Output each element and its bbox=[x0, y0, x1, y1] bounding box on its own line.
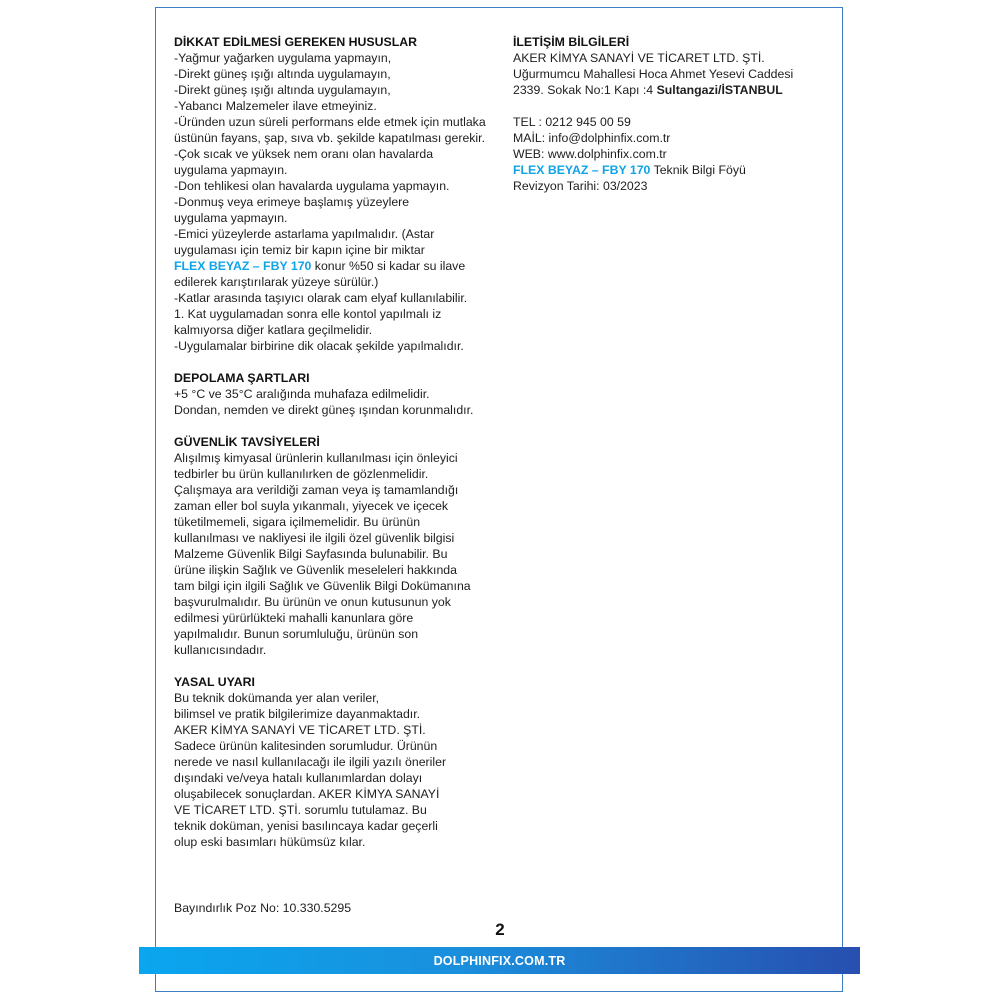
text-line: teknik doküman, yenisi basılıncaya kadar geçerli bbox=[174, 819, 438, 833]
depolama-list bbox=[174, 386, 494, 418]
text-line: 1. Kat uygulamadan sonra elle kontol yapılmalı iz bbox=[174, 307, 442, 321]
text-line: edilerek karıştırılarak yüzeye sürülür.) bbox=[174, 275, 379, 289]
text-line: -Katlar arasında taşıyıcı olarak cam elyaf kullanılabilir. bbox=[174, 291, 468, 305]
heading-depolama: DEPOLAMA ŞARTLARI bbox=[174, 371, 310, 385]
section-yasal bbox=[174, 674, 494, 850]
text-line: uygulama yapmayın. bbox=[174, 163, 288, 177]
text-line: kullanıcısındadır. bbox=[174, 643, 267, 657]
text-line: uygulaması için temiz bir kapın içine bir miktar bbox=[174, 243, 425, 257]
revision-date: Revizyon Tarihi: 03/2023 bbox=[513, 179, 648, 193]
text-line: -Yağmur yağarken uygulama yapmayın, bbox=[174, 51, 392, 65]
text-line: -Don tehlikesi olan havalarda uygulama yapmayın. bbox=[174, 179, 450, 193]
text-line: uygulama yapmayın. bbox=[174, 211, 288, 225]
text-line: dışındaki ve/veya hatalı kullanımlardan dolayı bbox=[174, 771, 423, 785]
right-column bbox=[513, 34, 823, 194]
text-line: -Çok sıcak ve yüksek nem oranı olan havalarda bbox=[174, 147, 434, 161]
dikkat-list-after bbox=[174, 274, 494, 354]
text-line: nerede ve nasıl kullanılacağı ile ilgili yazılı öneriler bbox=[174, 755, 447, 769]
heading-iletisim: İLETİŞİM BİLGİLERİ bbox=[513, 35, 630, 49]
text-line: -Direkt güneş ışığı altında uygulamayın, bbox=[174, 67, 391, 81]
text-line: tüketilmemeli, sigara içilmemelidir. Bu ürünün bbox=[174, 515, 421, 529]
spacer bbox=[513, 98, 823, 114]
contact-web: WEB: www.dolphinfix.com.tr bbox=[513, 147, 667, 161]
text-line: ürüne ilişkin Sağlık ve Güvenlik meseleleri hakkında bbox=[174, 563, 457, 577]
dikkat-product-line: FLEX BEYAZ – FBY 170 konur %50 si kadar su ilave bbox=[174, 259, 466, 273]
text-line: edilmesi yürürlükteki mahalli kanunlara göre bbox=[174, 611, 414, 625]
text-line: +5 °C ve 35°C aralığında muhafaza edilmelidir. bbox=[174, 387, 430, 401]
text-line: AKER KİMYA SANAYİ VE TİCARET LTD. ŞTİ. bbox=[174, 723, 426, 737]
address-line-2: 2339. Sokak No:1 Kapı :4 Sultangazi/İSTANBUL bbox=[513, 83, 783, 97]
guvenlik-list bbox=[174, 450, 494, 658]
page-number: 2 bbox=[495, 920, 505, 939]
text-line: oluşabilecek sonuçlardan. AKER KİMYA SANAYİ bbox=[174, 787, 440, 801]
text-line: başvurulmalıdır. Bu ürünün ve onun kutusunun yok bbox=[174, 595, 451, 609]
section-guvenlik bbox=[174, 434, 494, 658]
text-line: tedbirler bu ürün kullanılırken de gözlenmelidir. bbox=[174, 467, 429, 481]
text-line: olup eski basımları hükümsüz kılar. bbox=[174, 835, 366, 849]
heading-dikkat: DİKKAT EDİLMESİ GEREKEN HUSUSLAR bbox=[174, 35, 417, 49]
text-line: -Yabancı Malzemeler ilave etmeyiniz. bbox=[174, 99, 377, 113]
text-line: -Direkt güneş ışığı altında uygulamayın, bbox=[174, 83, 391, 97]
text-line: Dondan, nemden ve direkt güneş ışından korunmalıdır. bbox=[174, 403, 474, 417]
text-line: üstünün fayans, şap, sıva vb. şekilde kapatılması gerekir. bbox=[174, 131, 486, 145]
text-line: -Emici yüzeylerde astarlama yapılmalıdır. (Astar bbox=[174, 227, 435, 241]
company-name: AKER KİMYA SANAYİ VE TİCARET LTD. ŞTİ. bbox=[513, 51, 765, 65]
section-dikkat bbox=[174, 34, 494, 354]
text-line: -Donmuş veya erimeye başlamış yüzeylere bbox=[174, 195, 410, 209]
document-title: FLEX BEYAZ – FBY 170 Teknik Bilgi Föyü bbox=[513, 163, 746, 177]
text-line: kullanılması ve nakliyesi ile ilgili özel güvenlik bilgisi bbox=[174, 531, 455, 545]
text-line: Sadece ürünün kalitesinden sorumludur. Ürünün bbox=[174, 739, 438, 753]
poz-number: Bayındırlık Poz No: 10.330.5295 bbox=[174, 901, 352, 915]
yasal-list bbox=[174, 690, 494, 850]
heading-guvenlik: GÜVENLİK TAVSİYELERİ bbox=[174, 435, 320, 449]
dikkat-list bbox=[174, 50, 494, 258]
product-highlight-right: FLEX BEYAZ – FBY 170 bbox=[513, 163, 651, 177]
text-line: -Üründen uzun süreli performans elde etmek için mutlaka bbox=[174, 115, 486, 129]
text-line: tam bilgi için ilgili Sağlık ve Güvenlik Bilgi Dokümanına bbox=[174, 579, 471, 593]
section-depolama bbox=[174, 370, 494, 418]
contact-tel: TEL : 0212 945 00 59 bbox=[513, 115, 631, 129]
text-line: -Uygulamalar birbirine dik olacak şekilde yapılmalıdır. bbox=[174, 339, 464, 353]
text-line: Çalışmaya ara verildiği zaman veya iş tamamlandığı bbox=[174, 483, 459, 497]
text-line: zaman eller bol suyla yıkanmalı, yiyecek ve içecek bbox=[174, 499, 449, 513]
heading-yasal: YASAL UYARI bbox=[174, 675, 255, 689]
text-line: Bu teknik dokümanda yer alan veriler, bbox=[174, 691, 380, 705]
footer-bar bbox=[139, 947, 860, 974]
product-highlight: FLEX BEYAZ – FBY 170 bbox=[174, 259, 312, 273]
text-line: Malzeme Güvenlik Bilgi Sayfasında bulunabilir. Bu bbox=[174, 547, 448, 561]
text-line: kalmıyorsa diğer katlara geçilmelidir. bbox=[174, 323, 373, 337]
address-line-1: Uğurmumcu Mahallesi Hoca Ahmet Yesevi Caddesi bbox=[513, 67, 794, 81]
text-line: VE TİCARET LTD. ŞTİ. sorumlu tutulamaz. Bu bbox=[174, 803, 427, 817]
text-line: yapılmalıdır. Bunun sorumluluğu, ürünün son bbox=[174, 627, 419, 641]
left-column bbox=[174, 34, 494, 866]
contact-mail: MAİL: info@dolphinfix.com.tr bbox=[513, 131, 671, 145]
text-line: Alışılmış kimyasal ürünlerin kullanılması için önleyici bbox=[174, 451, 458, 465]
text-line: bilimsel ve pratik bilgilerimize dayanmaktadır. bbox=[174, 707, 421, 721]
footer-website[interactable]: DOLPHINFIX.COM.TR bbox=[433, 953, 566, 968]
